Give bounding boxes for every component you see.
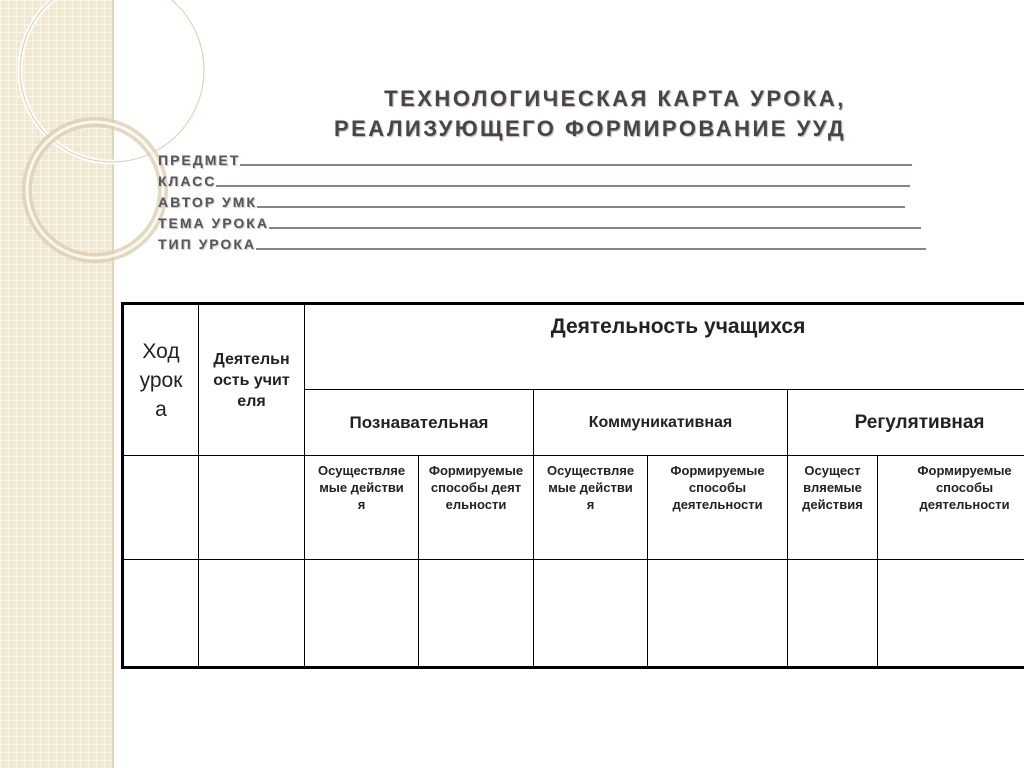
field-underline [256, 248, 926, 250]
field-lesson-type [158, 231, 958, 252]
field-subject [158, 147, 958, 168]
field-underline [240, 164, 912, 166]
lesson-map-table [121, 302, 1024, 669]
sub-header-regulatory-methods: Формируемые способы деятельности [878, 456, 1024, 560]
field-underline [269, 227, 921, 229]
field-class [158, 168, 958, 189]
title-line-2: РЕАЛИЗУЮЩЕГО ФОРМИРОВАНИЕ УУД [333, 116, 847, 141]
field-label: ТИП УРОКА [158, 236, 256, 252]
empty-cell[interactable] [123, 560, 199, 668]
sub-header-regulatory-actions: Осуществляемые действия [788, 456, 878, 560]
empty-cell [123, 456, 199, 560]
type-regulatory: Регулятивная [788, 390, 1024, 456]
empty-cell[interactable] [419, 560, 534, 668]
lesson-fields [158, 147, 958, 252]
field-label: АВТОР УМК [158, 194, 257, 210]
sub-header-cognitive-methods: Формируемые способы деятельности [419, 456, 534, 560]
stage-header: Ход урока [123, 304, 199, 456]
sub-header-communicative-actions: Осуществляемые действия [534, 456, 648, 560]
sub-header-communicative-methods: Формируемые способы деятельности [648, 456, 788, 560]
field-label: ТЕМА УРОКА [158, 215, 269, 231]
empty-cell[interactable] [199, 560, 305, 668]
field-underline [216, 185, 910, 187]
field-topic [158, 210, 958, 231]
empty-cell[interactable] [878, 560, 1024, 668]
sub-header-cognitive-actions: Осуществляемые действия [305, 456, 419, 560]
title-line-1: ТЕХНОЛОГИЧЕСКАЯ КАРТА УРОКА, [384, 86, 846, 111]
teacher-header: Деятельность учителя [199, 304, 305, 456]
field-label: ПРЕДМЕТ [158, 152, 241, 168]
field-underline [257, 206, 905, 208]
field-label: КЛАСС [158, 173, 217, 189]
empty-cell[interactable] [534, 560, 648, 668]
empty-cell[interactable] [648, 560, 788, 668]
students-activity-header: Деятельность учащихся [305, 304, 1024, 390]
type-communicative: Коммуникативная [534, 390, 788, 456]
decorative-side-strip [0, 0, 114, 768]
empty-cell [199, 456, 305, 560]
empty-cell[interactable] [305, 560, 419, 668]
type-cognitive: Познавательная [305, 390, 534, 456]
field-author [158, 189, 958, 210]
empty-cell[interactable] [788, 560, 878, 668]
